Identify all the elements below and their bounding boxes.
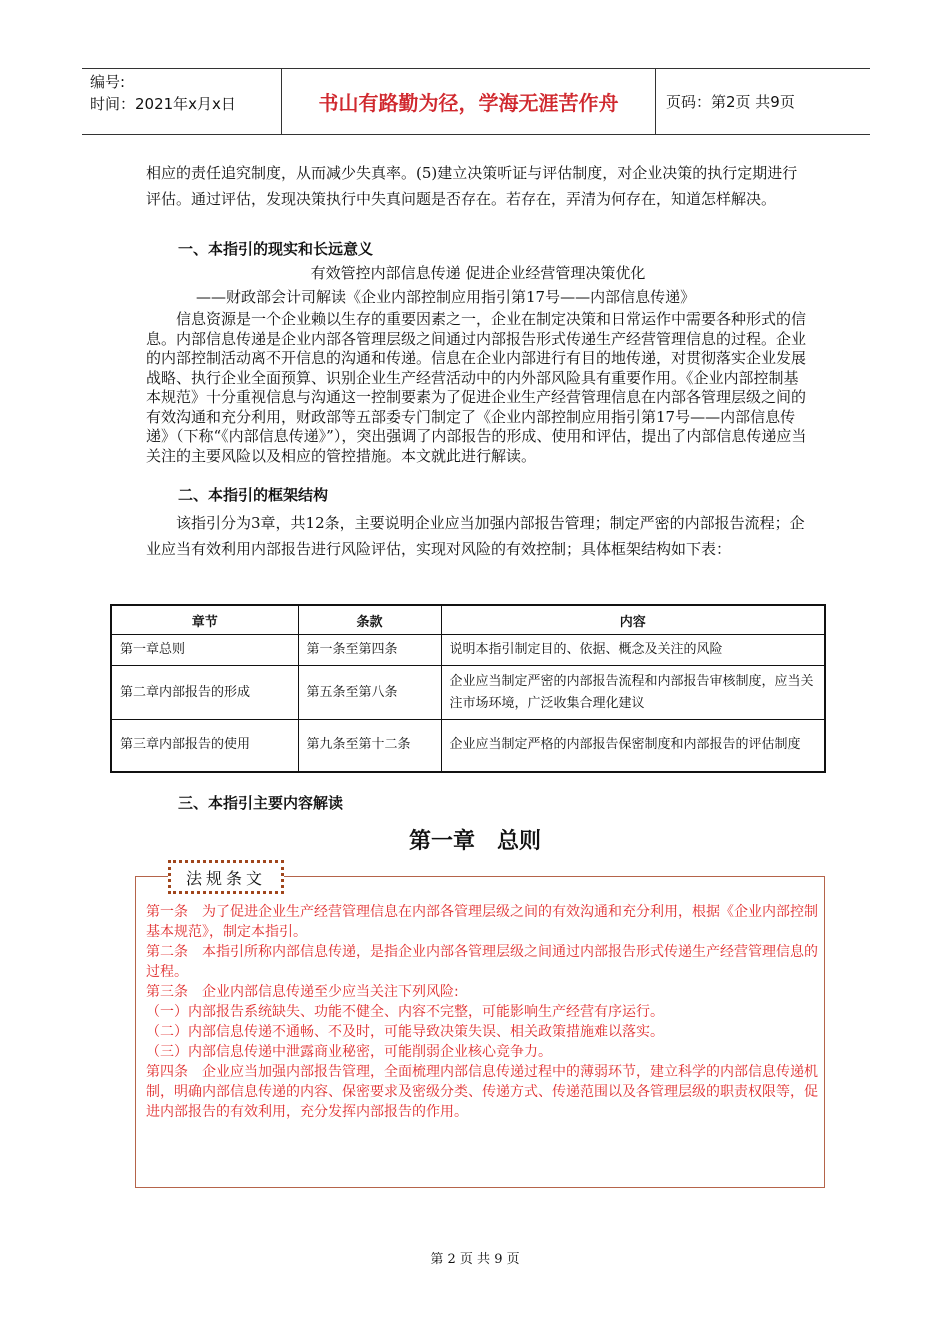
table-header-articles: 条款 — [298, 605, 441, 635]
framework-table — [110, 604, 826, 773]
intro-paragraph: 相应的责任追究制度，从而减少失真率。(5)建立决策听证与评估制度，对企业决策的执行定期进行评估。通过评估，发现决策执行中失真问题是否存在。若存在，弄清为何存在，知道怎样解决。 — [146, 164, 798, 208]
law-line: 第四条 企业应当加强内部报告管理，全面梳理内部信息传递过程中的薄弱环节，建立科学的内部信息传递机制，明确内部信息传递的内容、保密要求及密级分类、传递方式、传递范围以及各管理层级的职责权限等，促进内部报告的有效利用，充分发挥内部报告的作用。 — [146, 1064, 818, 1120]
section3-heading: 三、本指引主要内容解读 — [178, 794, 344, 812]
header-meta — [82, 69, 282, 134]
page-header — [82, 68, 870, 135]
table-header-chapter: 章节 — [111, 605, 298, 635]
chapter-title: 第一章 总则 — [408, 829, 541, 854]
section1-heading: 一、本指引的现实和长远意义 — [178, 240, 374, 258]
table-header-content: 内容 — [441, 605, 825, 635]
table-cell: 第二章内部报告的形成 — [111, 666, 298, 720]
table-cell: 企业应当制定严密的内部报告流程和内部报告审核制度，应当关注市场环境，广泛收集合理化建议 — [441, 666, 825, 720]
page-footer: 第 2 页 共 9 页 — [430, 1252, 520, 1267]
law-line: （一）内部报告系统缺失、功能不健全、内容不完整，可能影响生产经营有序运行。 — [146, 1004, 664, 1020]
section2-heading: 二、本指引的框架结构 — [178, 486, 329, 504]
section2-body: 该指引分为3章，共12条，主要说明企业应当加强内部报告管理；制定严密的内部报告流程；企业应当有效利用内部报告进行风险评估，实现对风险的有效控制；具体框架结构如下表： — [146, 514, 805, 558]
time-label: 时间：2021年x月x日 — [90, 95, 236, 113]
law-line: （二）内部信息传递不通畅、不及时，可能导致决策失误、相关政策措施难以落实。 — [146, 1024, 664, 1040]
table-row — [111, 635, 825, 666]
header-motto: 书山有路勤为径，学海无涯苦作舟 — [282, 69, 656, 134]
table-cell: 第一章总则 — [111, 635, 298, 666]
table-cell: 说明本指引制定目的、依据、概念及关注的风险 — [441, 635, 825, 666]
table-cell: 第三章内部报告的使用 — [111, 720, 298, 772]
table-cell: 第一条至第四条 — [298, 635, 441, 666]
law-line: （三）内部信息传递中泄露商业秘密，可能削弱企业核心竞争力。 — [146, 1044, 552, 1060]
table-row — [111, 720, 825, 772]
header-page-info: 页码：第2页 共9页 — [666, 93, 795, 111]
section1-body: 信息资源是一个企业赖以生存的重要因素之一，企业在制定决策和日常运作中需要各种形式的信息。内部信息传递是企业内部各管理层级之间通过内部报告形式传递生产经营管理信息的过程。企业的内部控制活动离不开信息的沟通和传递。信息在企业内部进行有目的地传递，对贯彻落实企业发展战略、执行企业全面预算、识别企业生产经营活动中的内外部风险具有重要作用。《企业内部控制基本规范》十分重视信息与沟通这一控制要素为了促进企业生产经营管理信息在内部各管理层级之间的有效沟通和充分利用，财政部等五部委专门制定了《企业内部控制应用指引第17号——内部信息传递》（下称“《内部信息传递》”），突出强调了内部报告的形成、使用和评估，提出了内部信息传递应当关注的主要风险以及相应的管控措施。本文就此进行解读。 — [146, 310, 807, 465]
law-line: 第三条 企业内部信息传递至少应当关注下列风险: — [146, 984, 459, 1000]
law-line: 第二条 本指引所称内部信息传递，是指企业内部各管理层级之间通过内部报告形式传递生产经营管理信息的过程。 — [146, 944, 818, 980]
article-subtitle: ——财政部会计司解读《企业内部控制应用指引第17号——内部信息传递》 — [196, 288, 696, 306]
table-header-row — [111, 605, 825, 635]
law-line: 第一条 为了促进企业生产经营管理信息在内部各管理层级之间的有效沟通和充分利用，根据《企业内部控制基本规范》，制定本指引。 — [146, 904, 818, 940]
table-cell: 企业应当制定严格的内部报告保密制度和内部报告的评估制度 — [441, 720, 825, 772]
article-title: 有效管控内部信息传递 促进企业经营管理决策优化 — [310, 264, 646, 282]
law-tag: 法规条文 — [168, 860, 284, 894]
law-text — [146, 902, 818, 1122]
table-row — [111, 666, 825, 720]
table-cell: 第九条至第十二条 — [298, 720, 441, 772]
number-label: 编号: — [90, 73, 126, 91]
table-cell: 第五条至第八条 — [298, 666, 441, 720]
